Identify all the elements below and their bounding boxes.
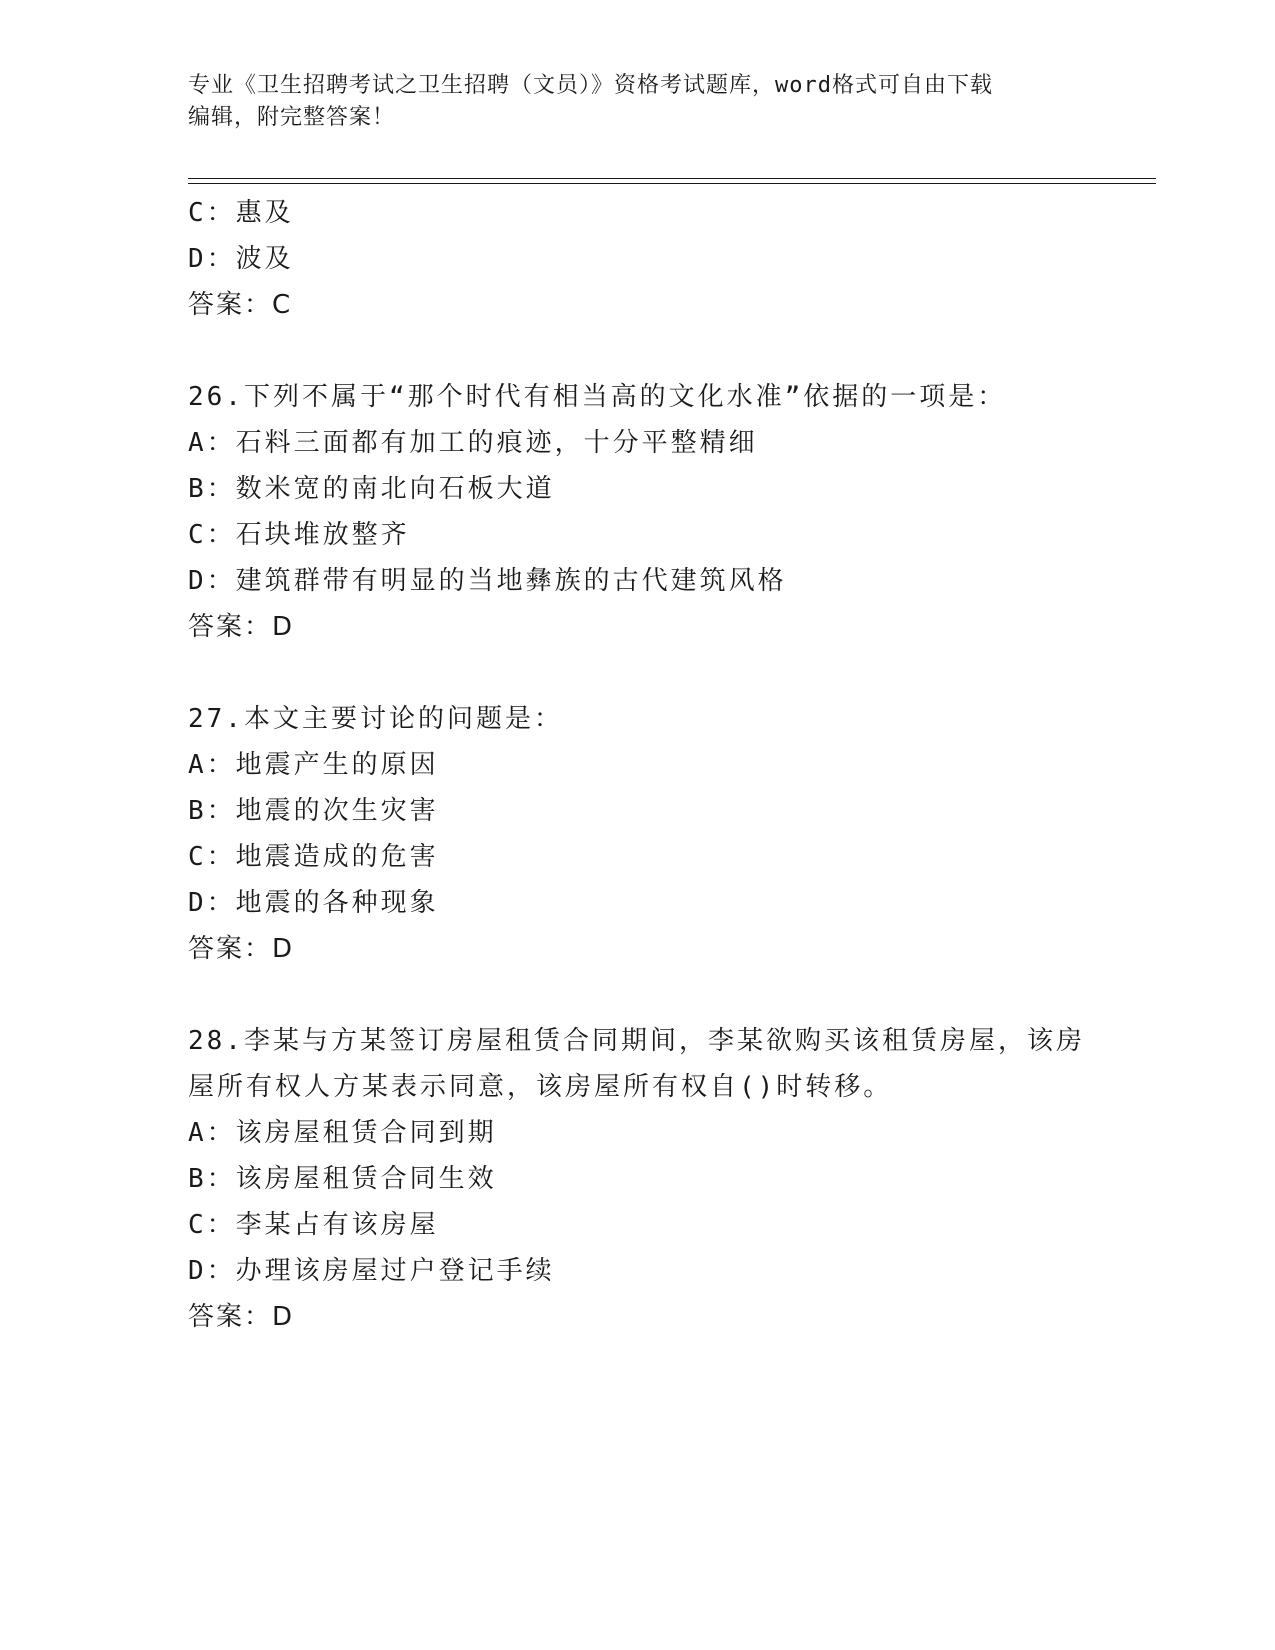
- option-d: D：办理该房屋过户登记手续: [188, 1256, 555, 1286]
- question-text: 27.本文主要讨论的问题是：: [188, 704, 563, 734]
- answer: 答案：C: [188, 290, 293, 320]
- option-a: A：地震产生的原因: [188, 750, 439, 780]
- option-a: A：该房屋租赁合同到期: [188, 1118, 497, 1148]
- document-header: [188, 70, 1088, 134]
- option-c: C：石块堆放整齐: [188, 520, 410, 550]
- header-rule-top: [188, 178, 1156, 179]
- answer: 答案：D: [188, 934, 295, 964]
- option-c: C：李某占有该房屋: [188, 1210, 439, 1240]
- option-d: D：建筑群带有明显的当地彝族的古代建筑风格: [188, 566, 787, 596]
- question-28: [188, 1018, 1088, 1340]
- document-body: [188, 190, 1088, 1340]
- option-b: B：数米宽的南北向石板大道: [188, 474, 555, 504]
- question-26: [188, 374, 1088, 650]
- header-line-1: 专业《卫生招聘考试之卫生招聘（文员）》资格考试题库，word格式可自由下载: [188, 73, 993, 98]
- option-d: D：地震的各种现象: [188, 888, 439, 918]
- option-b: B：地震的次生灾害: [188, 796, 439, 826]
- option-d: D：波及: [188, 244, 294, 274]
- answer: 答案：D: [188, 1302, 295, 1332]
- answer: 答案：D: [188, 612, 295, 642]
- option-a: A：石料三面都有加工的痕迹，十分平整精细: [188, 428, 758, 458]
- option-c: C：惠及: [188, 198, 294, 228]
- header-rule-bottom: [188, 183, 1156, 184]
- option-b: B：该房屋租赁合同生效: [188, 1164, 497, 1194]
- question-text: 26.下列不属于“那个时代有相当高的文化水准”依据的一项是：: [188, 382, 1007, 412]
- question-text-line-1: 28.李某与方某签订房屋租赁合同期间，李某欲购买该租赁房屋，该房: [188, 1026, 1085, 1056]
- option-c: C：地震造成的危害: [188, 842, 439, 872]
- question-text-line-2: 屋所有权人方某表示同意，该房屋所有权自()时转移。: [188, 1072, 893, 1102]
- question-27: [188, 696, 1088, 972]
- question-25-tail: [188, 190, 1088, 328]
- header-line-2: 编辑，附完整答案！: [188, 105, 396, 130]
